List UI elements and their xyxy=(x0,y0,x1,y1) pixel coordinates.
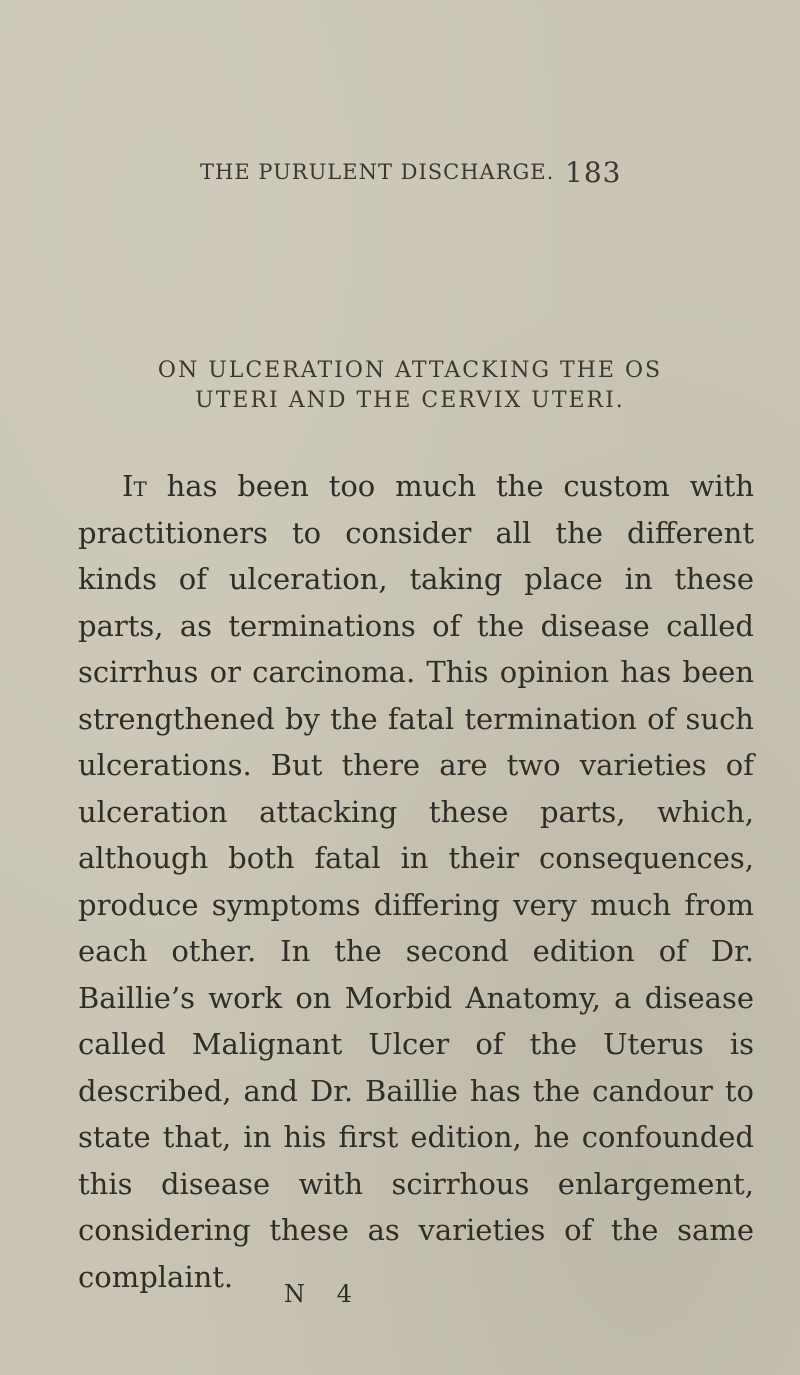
signature-mark: N 4 xyxy=(284,1280,364,1308)
running-head xyxy=(200,156,622,189)
running-head-title: THE PURULENT DISCHARGE. xyxy=(200,160,555,184)
page-number: 183 xyxy=(565,156,622,189)
chapter-title-line-2: UTERI AND THE CERVIX UTERI. xyxy=(195,388,625,413)
body-paragraph xyxy=(78,463,754,1300)
paragraph-text: has been too much the custom with practitioners to consider all the different kinds of ulceration, taking place in these parts, as terminations of the disease called scirrhus or carcinoma. This opinion has been strengthened by the fatal termination of such ulcerations. But there are two varieties of ulceration attacking these parts, which, although both fatal in their consequences, produce symptoms differing very much from each other. In the second edition of Dr. Baillie’s work on Morbid Anatomy, a disease called Malignant Ulcer of the Uterus is described, and Dr. Baillie has the candour to state that, in his first edition, he confounded this disease with scirrhous enlargement, considering these as varieties of the same complaint. xyxy=(78,469,754,1294)
paragraph-first-word: It xyxy=(122,469,147,503)
chapter-title-line-1: ON ULCERATION ATTACKING THE OS xyxy=(157,358,663,383)
chapter-title xyxy=(80,356,740,416)
